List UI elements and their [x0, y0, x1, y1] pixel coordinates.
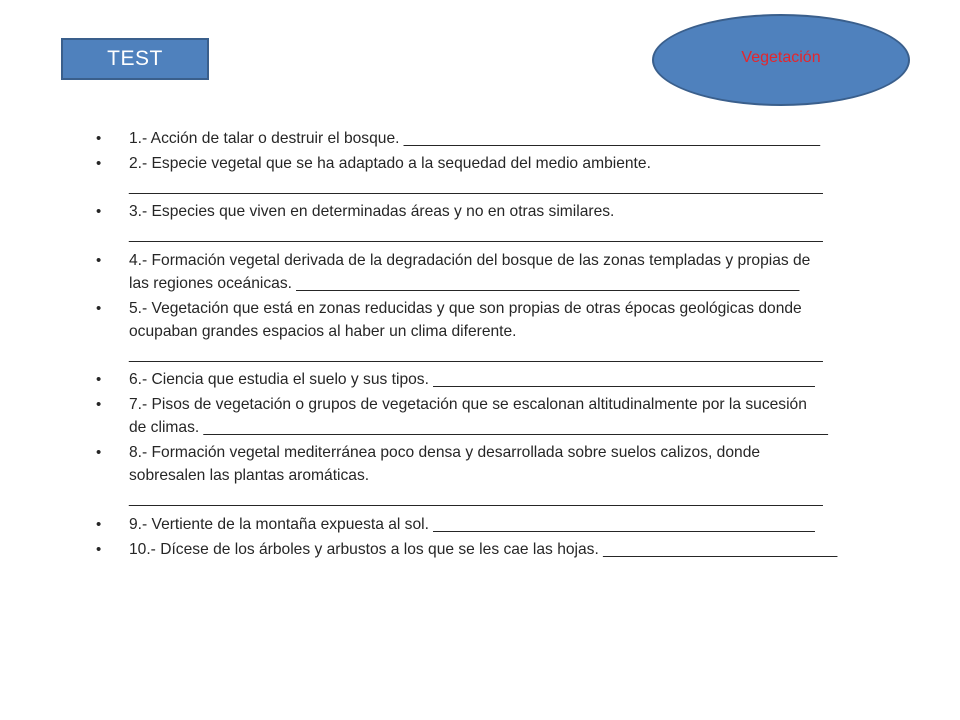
- bullet-icon: •: [96, 251, 102, 269]
- question-text: 7.- Pisos de vegetación o grupos de vegetación que se escalonan altitudinalmente por la sucesión de climas. ________________________________________________________________________: [129, 396, 828, 437]
- question-item-9: [96, 513, 886, 536]
- question-text: 4.- Formación vegetal derivada de la degradación del bosque de las zonas templadas y propias de las regiones oceánicas. __________________________________________________________: [129, 251, 811, 292]
- bullet-icon: •: [96, 299, 102, 317]
- question-text: 8.- Formación vegetal mediterránea poco densa y desarrollada sobre suelos calizos, donde sobresalen las plantas aromáticas. ________________________________________________________________________________: [129, 444, 823, 508]
- question-item-1: [96, 127, 886, 150]
- question-text: 1.- Acción de talar o destruir el bosque. ________________________________________________: [129, 130, 821, 147]
- question-text: 9.- Vertiente de la montaña expuesta al sol. ____________________________________________: [129, 515, 815, 533]
- question-item-10: [96, 538, 886, 561]
- bullet-icon: •: [96, 515, 102, 533]
- test-title-box: [61, 38, 209, 80]
- bullet-icon: •: [96, 203, 102, 221]
- test-title: TEST: [107, 47, 163, 70]
- question-item-6: [96, 368, 886, 391]
- topic-ellipse: [652, 14, 910, 106]
- question-item-7: [96, 393, 886, 439]
- question-text: 6.- Ciencia que estudia el suelo y sus tipos. ____________________________________________: [129, 370, 815, 388]
- question-text: 5.- Vegetación que está en zonas reducidas y que son propias de otras épocas geológicas donde ocupaban grandes espacios al haber un clima diferente. ________________________________________________________________________________: [129, 299, 823, 363]
- question-text: 3.- Especies que viven en determinadas áreas y no en otras similares. ________________________________________________________________________________: [129, 203, 823, 244]
- question-item-8: [96, 441, 886, 510]
- question-item-4: [96, 249, 886, 295]
- bullet-icon: •: [96, 396, 102, 414]
- bullet-icon: •: [96, 444, 102, 462]
- bullet-icon: •: [96, 155, 102, 173]
- bullet-icon: •: [96, 370, 102, 388]
- question-item-5: [96, 297, 886, 366]
- question-list: [96, 127, 886, 563]
- bullet-icon: •: [96, 130, 102, 147]
- question-item-3: [96, 200, 886, 246]
- question-item-2: [96, 152, 886, 198]
- question-text: 2.- Especie vegetal que se ha adaptado a la sequedad del medio ambiente. ________________________________________________________________________________: [129, 155, 823, 196]
- topic-title: Vegetación: [741, 49, 821, 66]
- question-text: 10.- Dícese de los árboles y arbustos a los que se les cae las hojas. ___________________________: [129, 540, 838, 558]
- bullet-icon: •: [96, 540, 102, 558]
